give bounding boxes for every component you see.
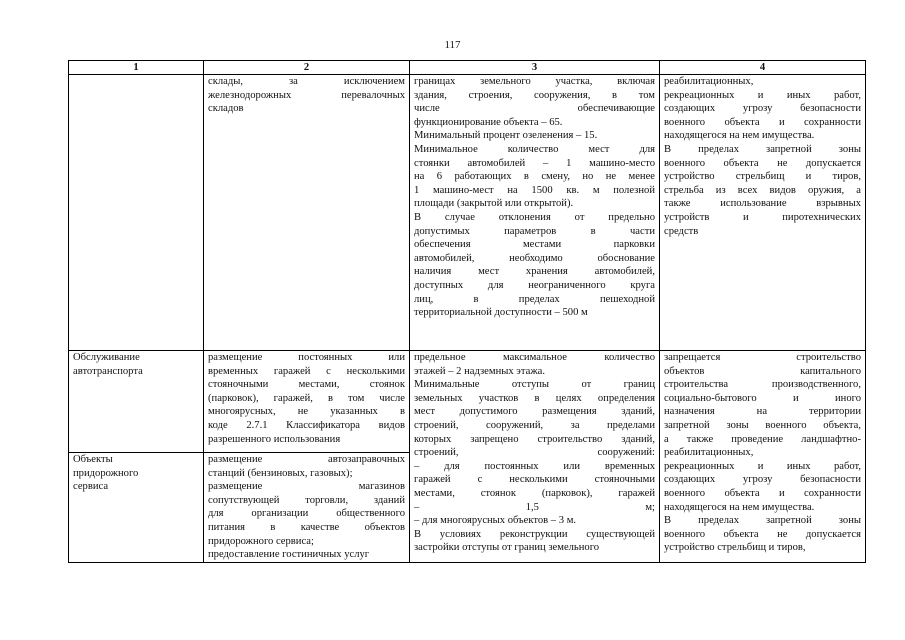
cell-text-line: временных гаражей с несколькими bbox=[208, 365, 405, 377]
cell-text-line: также использование взрывных bbox=[664, 198, 861, 210]
row3-col2 bbox=[204, 453, 410, 563]
cell-text-line: рекреационных и иных работ, bbox=[664, 89, 861, 101]
cell-text-line: которых запрещено строительство зданий, bbox=[414, 433, 655, 445]
cell-text-line: рекреационных и иных работ, bbox=[664, 460, 861, 472]
cell-text-line: создающих угрозу безопасности bbox=[664, 474, 861, 486]
cell-text-line: размещение постоянных или bbox=[208, 352, 405, 363]
cell-text-line: многоярусных, не указанных в bbox=[208, 406, 405, 418]
cell-text-line: стояночными местами, стоянок bbox=[208, 379, 405, 391]
header-col-4: 4 bbox=[660, 61, 866, 75]
cell-text-line: этажей – 2 надземных этажа. bbox=[414, 365, 545, 377]
cell-text-line: размещение автозаправочных bbox=[208, 454, 405, 465]
cell-text-line: мест допустимого размещения зданий, bbox=[414, 406, 655, 418]
cell-text-line: В пределах запретной зоны bbox=[664, 143, 861, 155]
cell-text-line: назначения на территории bbox=[664, 406, 861, 418]
row2-col2 bbox=[204, 351, 410, 453]
row2-col3 bbox=[410, 351, 660, 563]
table-header-row bbox=[69, 61, 866, 75]
cell-text-line: военного объекта и сохранности bbox=[664, 116, 861, 128]
header-col-2: 2 bbox=[204, 61, 410, 75]
table-row bbox=[69, 351, 866, 453]
cell-text-line: В пределах запретной зоны bbox=[664, 515, 861, 527]
cell-text-line: площади (закрытой или открытой). bbox=[414, 198, 574, 210]
cell-text-line: автотранспорта bbox=[73, 365, 143, 377]
cell-text-line: объектов капитального bbox=[664, 365, 861, 377]
cell-text-line: железнодорожных перевалочных bbox=[208, 89, 405, 101]
cell-text-line: местами, стоянок (парковок), гаражей bbox=[414, 487, 655, 499]
cell-text-line: на 6 работающих в смену, но не менее bbox=[414, 171, 655, 183]
cell-text-line: устройств и пиротехнических bbox=[664, 211, 861, 223]
cell-text-line: предельное максимальное количество bbox=[414, 352, 655, 363]
table-row bbox=[69, 75, 866, 351]
row1-col2 bbox=[204, 75, 410, 351]
row2-col4 bbox=[660, 351, 866, 563]
cell-text-line: земельных участков в целях определения bbox=[414, 392, 655, 404]
cell-text-line: станций (бензиновых, газовых); bbox=[208, 467, 353, 479]
cell-text-line: находящегося на нем имущества. bbox=[664, 501, 815, 513]
cell-text-line: Объекты bbox=[73, 454, 113, 465]
cell-text-line: – для постоянных или временных bbox=[414, 460, 655, 472]
cell-text-line: обеспечения местами парковки bbox=[414, 239, 655, 251]
cell-text-line: складов bbox=[208, 103, 244, 115]
row1-col4 bbox=[660, 75, 866, 351]
cell-text-line: – 1,5 м; bbox=[414, 501, 655, 513]
cell-text-line: средств bbox=[664, 225, 699, 237]
cell-text-line: реабилитационных, bbox=[664, 76, 754, 87]
cell-text-line: запретной зоны военного объекта, bbox=[664, 419, 861, 431]
row2-col1 bbox=[69, 351, 204, 453]
cell-text-line: запрещается строительство bbox=[664, 352, 861, 363]
cell-text-line: наличия мест хранения автомобилей, bbox=[414, 266, 655, 278]
cell-text-line: создающих угрозу безопасности bbox=[664, 103, 861, 115]
cell-text-line: строений, сооружений: bbox=[414, 447, 655, 459]
cell-text-line: устройство стрельбищ и тиров, bbox=[664, 171, 861, 183]
row1-col3 bbox=[410, 75, 660, 351]
cell-text-line: военного объекта не допускается bbox=[664, 157, 861, 169]
cell-text-line: здания, строения, сооружения, в том bbox=[414, 89, 655, 101]
cell-text-line: 1 машино-мест на 1500 кв. м полезной bbox=[414, 184, 655, 196]
cell-text-line: гаражей с несколькими стояночными bbox=[414, 474, 655, 486]
cell-text-line: Минимальный процент озеленения – 15. bbox=[414, 130, 598, 142]
cell-text-line: В условиях реконструкции существующей bbox=[414, 528, 655, 540]
cell-text-line: – для многоярусных объектов – 3 м. bbox=[414, 515, 577, 527]
cell-text-line: застройки отступы от границ земельного bbox=[414, 542, 600, 554]
cell-text-line: автомобилей, необходимо обоснование bbox=[414, 252, 655, 264]
cell-text-line: придорожного сервиса; bbox=[208, 535, 314, 547]
cell-text-line: числе обеспечивающие bbox=[414, 103, 655, 115]
cell-text-line: устройство стрельбищ и тиров, bbox=[664, 542, 806, 554]
header-col-1: 1 bbox=[69, 61, 204, 75]
page-number: 117 bbox=[444, 39, 461, 51]
cell-text-line: Минимальное количество мест для bbox=[414, 143, 655, 155]
cell-text-line: В случае отклонения от предельно bbox=[414, 211, 655, 223]
cell-text-line: лиц, в пределах пешеходной bbox=[414, 293, 655, 305]
cell-text-line: склады, за исключением bbox=[208, 76, 405, 87]
cell-text-line: сервиса bbox=[73, 481, 109, 493]
cell-text-line: строительства производственного, bbox=[664, 379, 861, 391]
regulation-table bbox=[68, 60, 866, 563]
cell-text-line: строений, сооружений, за пределами bbox=[414, 419, 655, 431]
cell-text-line: а также проведение ландшафтно- bbox=[664, 433, 861, 445]
cell-text-line: реабилитационных, bbox=[664, 447, 754, 459]
cell-text-line: сопутствующей торговли, зданий bbox=[208, 494, 405, 506]
cell-text-line: доступных для неограниченного круга bbox=[414, 279, 655, 291]
cell-text-line: функционирование объекта – 65. bbox=[414, 116, 563, 128]
cell-text-line: (парковок), гаражей, в том числе bbox=[208, 392, 405, 404]
cell-text-line: находящегося на нем имущества. bbox=[664, 130, 815, 142]
row3-col1 bbox=[69, 453, 204, 563]
cell-text-line: Минимальные отступы от границ bbox=[414, 379, 655, 391]
cell-text-line: военного объекта не допускается bbox=[664, 528, 861, 540]
cell-text-line: питания в качестве объектов bbox=[208, 521, 405, 533]
row1-col1 bbox=[69, 75, 204, 351]
cell-text-line: границах земельного участка, включая bbox=[414, 76, 655, 87]
cell-text-line: предоставление гостиничных услуг bbox=[208, 549, 370, 561]
cell-text-line: придорожного bbox=[73, 467, 139, 479]
cell-text-line: допустимых параметров в части bbox=[414, 225, 655, 237]
cell-text-line: социально-бытового и иного bbox=[664, 392, 861, 404]
cell-text-line: военного объекта и сохранности bbox=[664, 487, 861, 499]
cell-text-line: для организации общественного bbox=[208, 508, 405, 520]
cell-text-line: территориальной доступности – 500 м bbox=[414, 307, 588, 319]
cell-text-line: размещение магазинов bbox=[208, 481, 405, 493]
cell-text-line: коде 2.7.1 Классификатора видов bbox=[208, 419, 405, 431]
header-col-3: 3 bbox=[410, 61, 660, 75]
cell-text-line: разрешенного использования bbox=[208, 433, 341, 445]
cell-text-line: Обслуживание bbox=[73, 352, 140, 363]
cell-text-line: стрельба из всех видов оружия, а bbox=[664, 184, 861, 196]
cell-text-line: стоянки автомобилей – 1 машино-место bbox=[414, 157, 655, 169]
